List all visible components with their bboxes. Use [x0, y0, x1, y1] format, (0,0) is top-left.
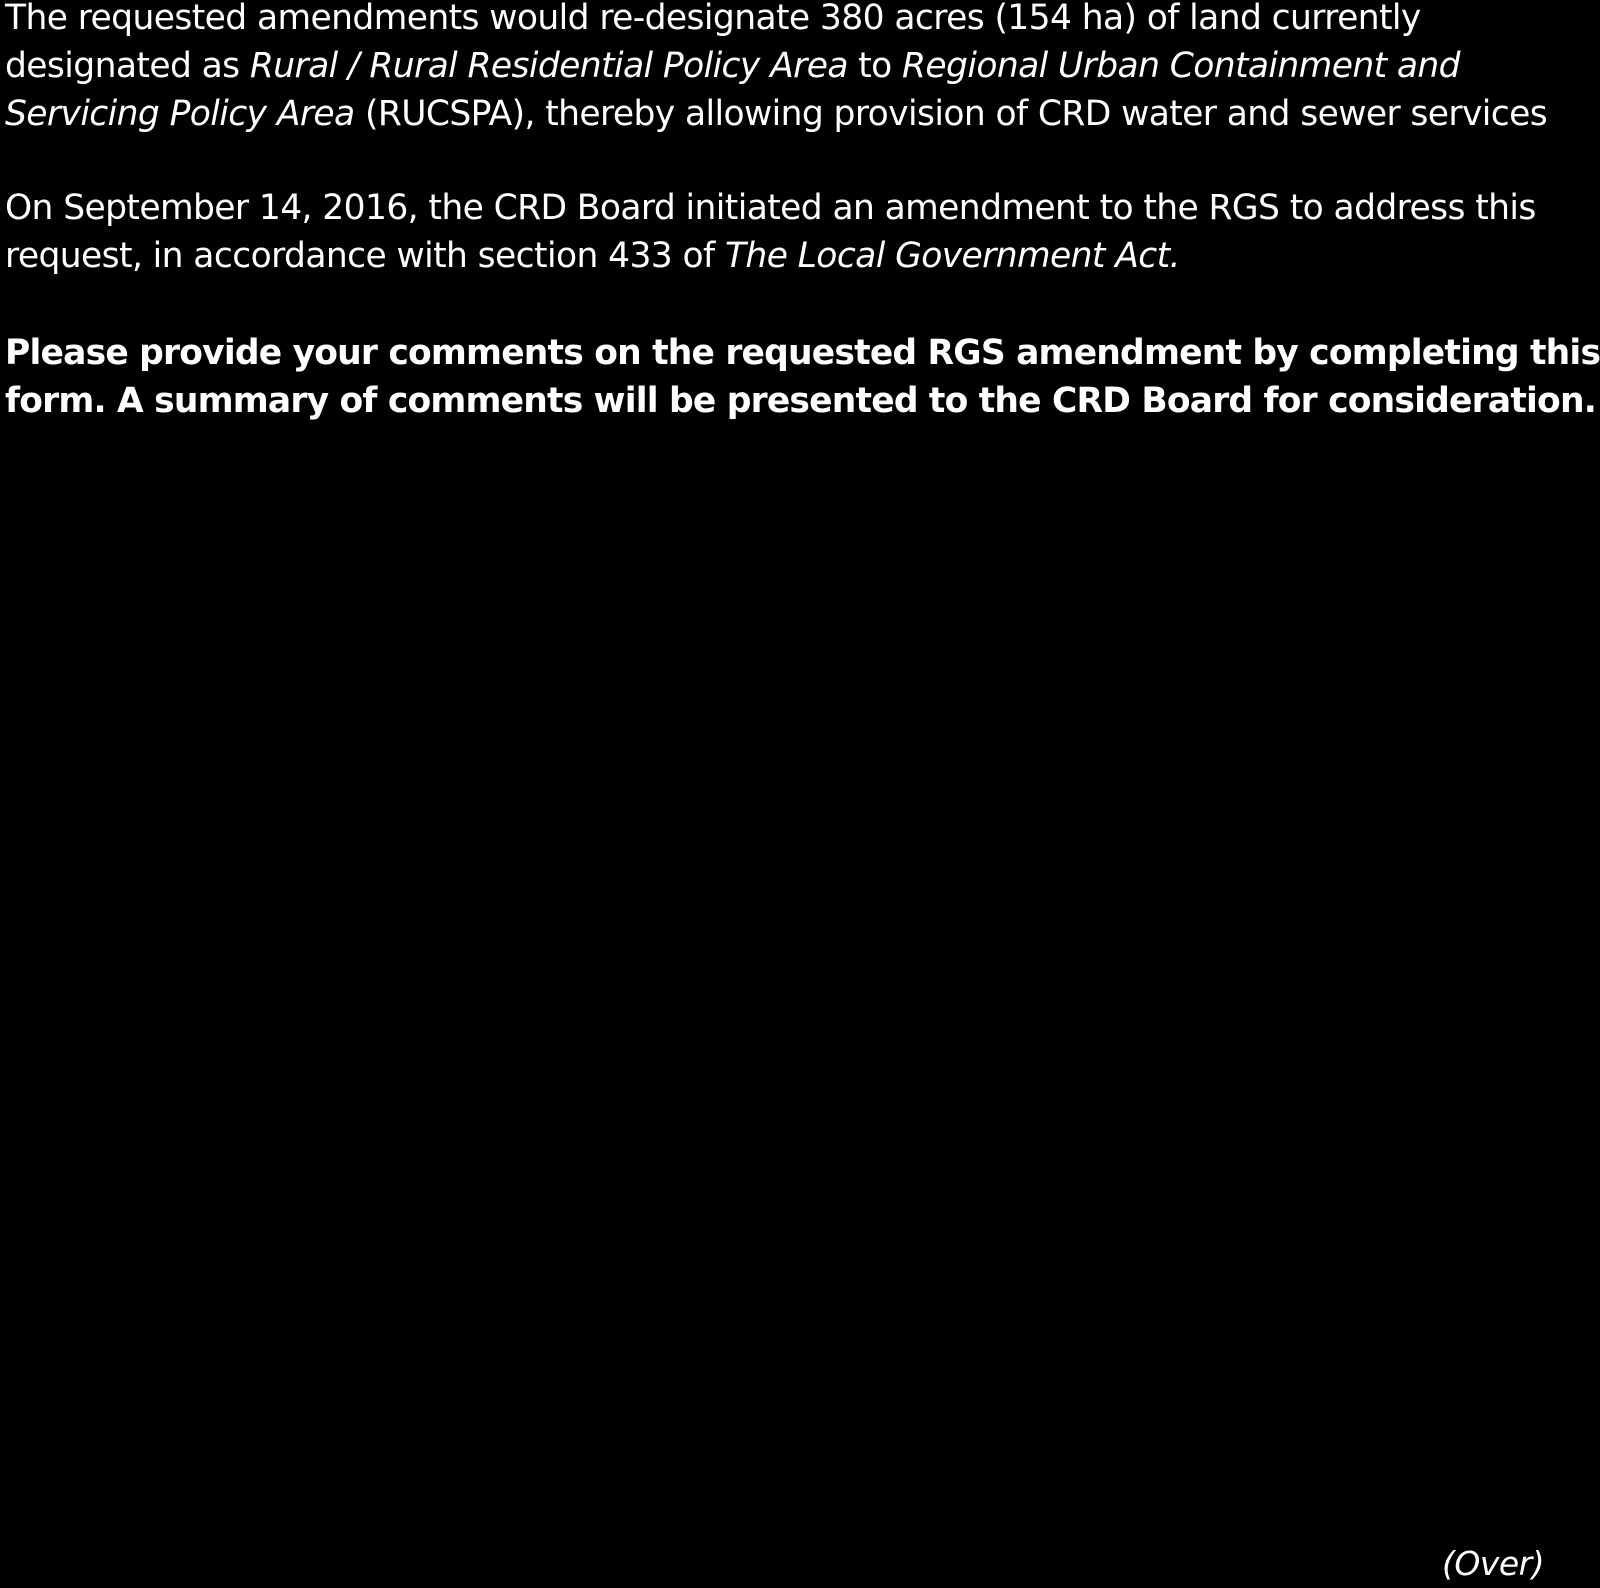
text-line: [5, 329, 1600, 377]
over-page-label: (Over): [1442, 1544, 1545, 1583]
text-line: [5, 377, 1600, 425]
policy-area-target: Regional Urban Containment and: [902, 46, 1460, 86]
text-run: The requested amendments would re-designate 380 acres (154 ha) of land currently: [5, 0, 1421, 38]
text-run: Please provide your comments on the requested RGS amendment by completing this: [5, 333, 1600, 373]
text-run: form. A summary of comments will be presented to the CRD Board for consideration.: [5, 381, 1597, 421]
text-line: [5, 90, 1547, 138]
text-line: [5, 184, 1536, 232]
text-run: (RUCSPA), thereby allowing provision of CRD water and sewer services: [354, 94, 1548, 134]
paragraph-comment-request: [5, 329, 1600, 425]
paragraph-board-initiation: [5, 184, 1536, 280]
policy-area-target-cont: Servicing Policy Area: [5, 94, 355, 134]
text-run: On September 14, 2016, the CRD Board initiated an amendment to the RGS to address this: [5, 188, 1536, 228]
text-line: [5, 0, 1547, 42]
policy-area-current: Rural / Rural Residential Policy Area: [249, 46, 848, 86]
text-run: to: [847, 46, 903, 86]
text-run: designated as: [5, 46, 250, 86]
text-line: [5, 232, 1536, 280]
paragraph-amendment-description: [5, 0, 1547, 138]
text-line: [5, 42, 1547, 90]
act-title: The Local Government Act.: [724, 236, 1180, 276]
text-run: request, in accordance with section 433 of: [5, 236, 725, 276]
